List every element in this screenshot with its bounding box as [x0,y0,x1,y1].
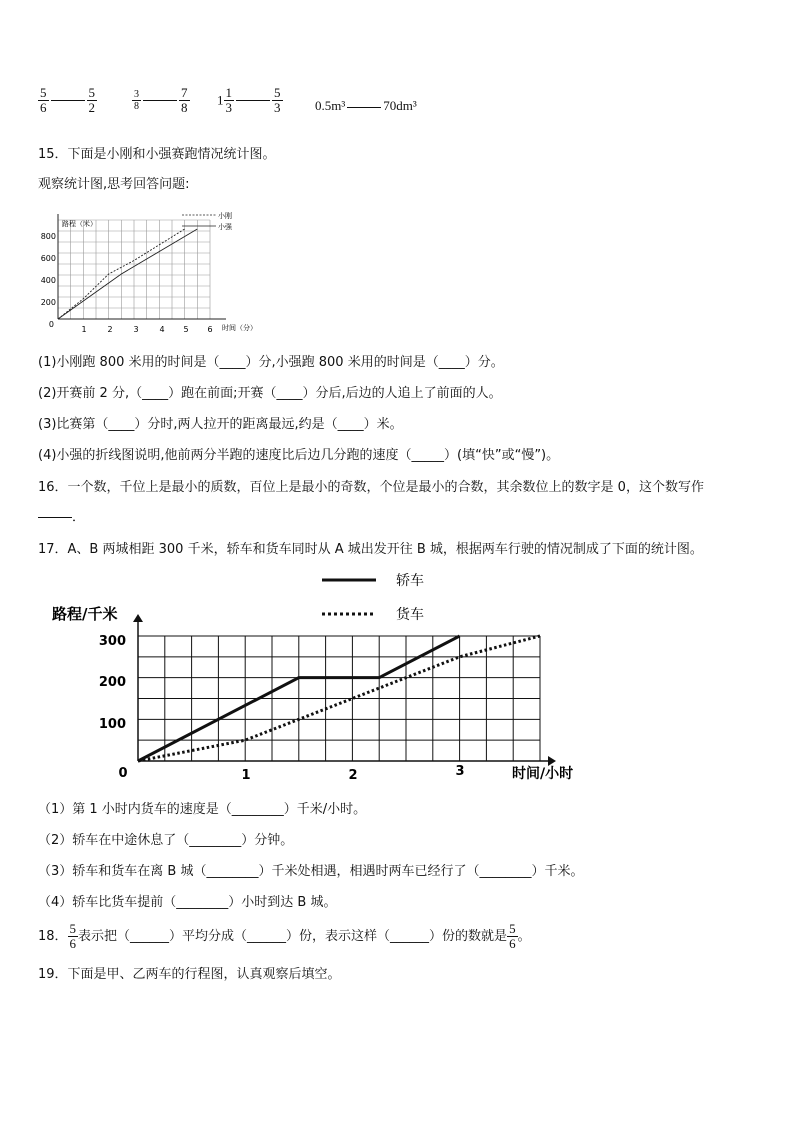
q15-item-4: (4)小强的折线图说明,他前两分半跑的速度比后边几分跑的速度（_____）(填“快”或“慢”)。 [38,448,560,463]
y-tick-label: 200 [98,675,126,690]
legend [322,573,424,623]
race-chart [36,206,276,338]
y-axis-arrow [133,614,143,622]
x-tick-label: 2 [107,325,113,334]
answer-blank[interactable] [143,100,177,101]
y-tick-label: 200 [40,298,56,307]
answer-blank[interactable] [236,100,270,101]
y-tick-label: 600 [40,254,56,263]
x-tick-label: 4 [159,325,165,334]
y-tick-label: 100 [98,717,126,732]
fraction: $\frac{3}{8}$ [134,89,139,112]
q17-item-1: （1）第 1 小时内货车的速度是（________）千米/小时。 [38,802,367,817]
q16-text: 16．一个数，千位上是最小的质数，百位上是最小的奇数，个位是最小的合数，其余数位上的数字是 0，这个数写作 [38,480,704,495]
fraction: $\frac{5}{6}$ [509,921,516,951]
q19-text: 19．下面是甲、乙两车的行程图，认真观察后填空。 [38,967,341,982]
comparison-2 [132,86,190,115]
fraction: $\frac{7}{8}$ [181,85,188,115]
fraction: $\frac{5}{2}$ [88,85,95,115]
x-axis-label: 时间/小时 [512,766,574,782]
q15-item-1: (1)小刚跑 800 米用的时间是（____）分,小强跑 800 米用的时间是（____）分。 [38,355,504,370]
y-tick-label: 800 [40,232,56,241]
q16-answer-line: ． [38,509,85,527]
series-lines [58,229,197,319]
q17-item-3: （3）轿车和货车在离 B 城（________）千米处相遇，相遇时两车已经行了（________）千米。 [38,864,584,879]
q18-line: 18． $\frac{5}{6}$ 表示把（______）平均分成（______）份，表示这样（______）份的数就是 $\frac{5}{6}$ 。 [38,921,531,951]
y-tick-label: 300 [98,634,126,649]
y-tick-label: 0 [48,320,54,329]
fraction: $\frac{1}{3}$ [225,85,232,115]
x-tick-label: 1 [81,325,87,334]
x-tick-label: 6 [207,325,213,334]
comparison-4: 0.5m³ 70dm³ [315,98,417,113]
legend-label: 小强 [218,223,232,231]
grid [58,214,226,319]
q15-subtitle: 观察统计图,思考回答问题: [38,177,190,192]
x-tick-label: 2 [348,768,358,783]
comparison-3: 1 $\frac{1}{3}$ $\frac{5}{3}$ [217,85,281,115]
answer-blank[interactable] [347,107,381,108]
x-tick-label: 1 [241,768,251,783]
q15-item-3: (3)比赛第（____）分时,两人拉开的距离最远,约是（____）米。 [38,417,403,432]
car-truck-chart [40,566,600,788]
q17-title: 17．A、B 两城相距 300 千米，轿车和货车同时从 A 城出发开往 B 城，根据两车行驶的情况制成了下面的统计图。 [38,542,703,557]
comparison-1 [38,86,97,115]
y-axis-label: 路程/千米 [52,605,118,623]
q15-item-2: (2)开赛前 2 分,（____）跑在前面;开赛（____）分后,后边的人追上了前面的人。 [38,386,502,401]
q15-title: 15．下面是小刚和小强赛跑情况统计图。 [38,147,276,162]
series-line [58,229,197,319]
y-tick-label: 400 [40,276,56,285]
x-axis-label: 时间（分） [222,324,257,332]
y-axis-label: 路程（米） [62,220,97,228]
fraction: $\frac{5}{3}$ [274,85,281,115]
answer-blank[interactable] [38,517,72,518]
legend-label: 货车 [396,607,424,623]
x-tick-label: 3 [455,764,465,779]
q17-item-2: （2）轿车在中途休息了（________）分钟。 [38,833,294,848]
x-tick-label: 3 [133,325,139,334]
x-axis-arrow [548,756,556,766]
legend-label: 小刚 [218,212,232,220]
fraction: $\frac{5}{6}$ [40,85,47,115]
x-tick-label: 5 [183,325,189,334]
answer-blank[interactable] [51,100,85,101]
fraction: $\frac{5}{6}$ [69,921,77,951]
grid [133,614,556,766]
legend [182,211,233,231]
legend-label: 轿车 [396,573,424,589]
q17-item-4: （4）轿车比货车提前（________）小时到达 B 城。 [38,895,337,910]
x-tick-label: 0 [118,766,128,781]
